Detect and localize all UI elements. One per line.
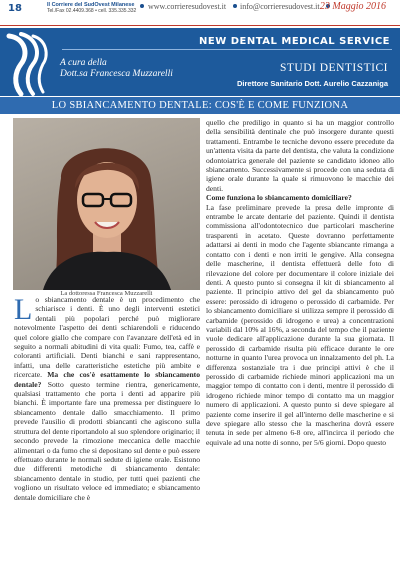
left-paragraph-1: o sbiancamento dentale è un procedimento che schiarisce i denti. È uno degli interventi estetici dentali più popolari perché può migliorare notevolmente l'aspetto dei denti schiarendoli e riducendo quel colore giallo che compare con l'avanzare dell'età ed in seguito a normali abitudini di vita quali: Fumo, tea, caffè e coloranti artificiali. Denti bianchi e sani rappresentano, infatti, una delle caratteristiche estetiche più ambite e ricercate.: [14, 295, 200, 380]
publication-contacts: Tel./Fax 02.4409.368 • cell. 335.335.332: [47, 8, 137, 14]
article-column-left: [14, 295, 200, 502]
doctor-photo: [13, 118, 200, 290]
website-link[interactable]: www.corrieresudovest.it: [148, 2, 227, 11]
service-name: NEW DENTAL MEDICAL SERVICE: [199, 36, 390, 47]
director-name: Direttore Sanitario Dott. Aurelio Cazzaniga: [237, 79, 388, 88]
publication-name: Il Corriere del SudOvest Milanese: [47, 2, 135, 8]
article-column-right: [206, 118, 394, 447]
portrait-illustration: [13, 118, 200, 290]
curated-by-line2: Dott.sa Francesca Muzzarelli: [60, 69, 173, 79]
page-number: 18: [8, 3, 22, 14]
left-paragraph-2: Sotto questo termine rientra, genericamente, qualsiasi trattamento che porta i denti ad apparire più bianchi. È importante fare una premessa per distinguere lo sbiancamento dentale dallo smacchiamento. Il primo prevede l'ausilio di prodotti sbiancanti che agiscono sulla struttura del dente riportandolo al suo splendore originario; il secondo prevede la rimozione meccanica delle macchie alimentari o da fumo che si depositano sul dente e può essere effettuato durante le normali sedute di igiene orale. Esistono due differenti metodiche di sbiancamento dentale: sbiancamento dentale in studio, per tutti quei pazienti che vogliono un risultato veloce ed immediato; e sbiancamento dentale domiciliare che è: [14, 379, 200, 502]
studio-name: STUDI DENTISTICI: [280, 62, 388, 74]
right-paragraph-2: La fase preliminare prevede la presa delle impronte di entrambe le arcate dentarie del paziente. Quindi il dentista commissiona all'odontotecnico due particolari mascherine trasparenti in acetato. Queste dovranno perfettamente adattarsi ai denti in modo che l'agente sbiancante rimanga a contatto con i denti e non irriti le gengive. Alla consegna delle mascherine, il dentista effettuerà delle foto di rilevazione del colore per documentare il colore iniziale dei denti. A questo punto si consegna il kit di sbiancamento al paziente. Il principio attivo del gel da sbiancamento può essere: perossido di idrogeno o perossido di carbamide. Per lo sbiancamento domiciliare si utilizza sempre il perossido di carbamide (perossido di idrogeno e urea) a concentrazioni variabili dal 10% al 16%, a seconda del tempo che il paziente vuole dedicare all'applicazione durante la sua giornata. Il perossido di carbamide risulta più efficace durante le ore notturne in quanto l'urea provoca un innalzamento del ph. La differenza sostanziale tra i due principi attivi è che il perossido di carbamide richiede minori applicazioni ma un maggior tempo di contatto con i denti, mentre il perossido di idrogeno richiede minor tempo di contatto ma un maggior numero di applicazioni. A questo punto si deve spiegare al paziente come inserire il gel all'interno delle mascherine e si deve spiegare allo stesso che la mascherina dovrà essere tenuta in sede per almeno 6-8 ore, all'incirca il periodo che equivale ad una notte di sonno, per 5/6 giorni. Dopo questo: [206, 202, 394, 447]
article-title: LO SBIANCAMENTO DENTALE: COS'È E COME FUNZIONA: [51, 100, 349, 111]
right-paragraph-1: quello che prediligo in quanto si ha un maggior controllo della sensibilità dentinale che può insorgere durante questi trattamenti. Entrambe le tecniche devono essere precedute da un'attenta visita da parte del dentista, che valuta la condizione odontoiatrica generale del paziente se candidato idoneo allo sbiancamento. Successivamente si procede con una seduta di igiene orale durante la quale si rimuovono le macchie dei denti.: [206, 118, 394, 193]
banner-divider: [62, 49, 392, 50]
issue-date: 23 Maggio 2016: [319, 1, 386, 12]
bullet-icon: [140, 4, 144, 8]
curated-by-line1: A cura della: [60, 58, 107, 68]
ndms-logo-icon: [3, 30, 51, 98]
publication-info: [47, 2, 137, 14]
curated-by: [60, 58, 173, 80]
email-link[interactable]: info@corrieresudovest.it: [240, 2, 320, 11]
photo-caption: La dottoressa Francesca Muzzarelli: [60, 290, 153, 297]
bullet-icon: [233, 4, 237, 8]
left-question: Ma che cos'è esattamente lo sbiancamento dentale?: [14, 370, 200, 389]
right-question: Come funziona lo sbiancamento domiciliare?: [206, 193, 352, 203]
drop-cap: L: [14, 293, 33, 326]
